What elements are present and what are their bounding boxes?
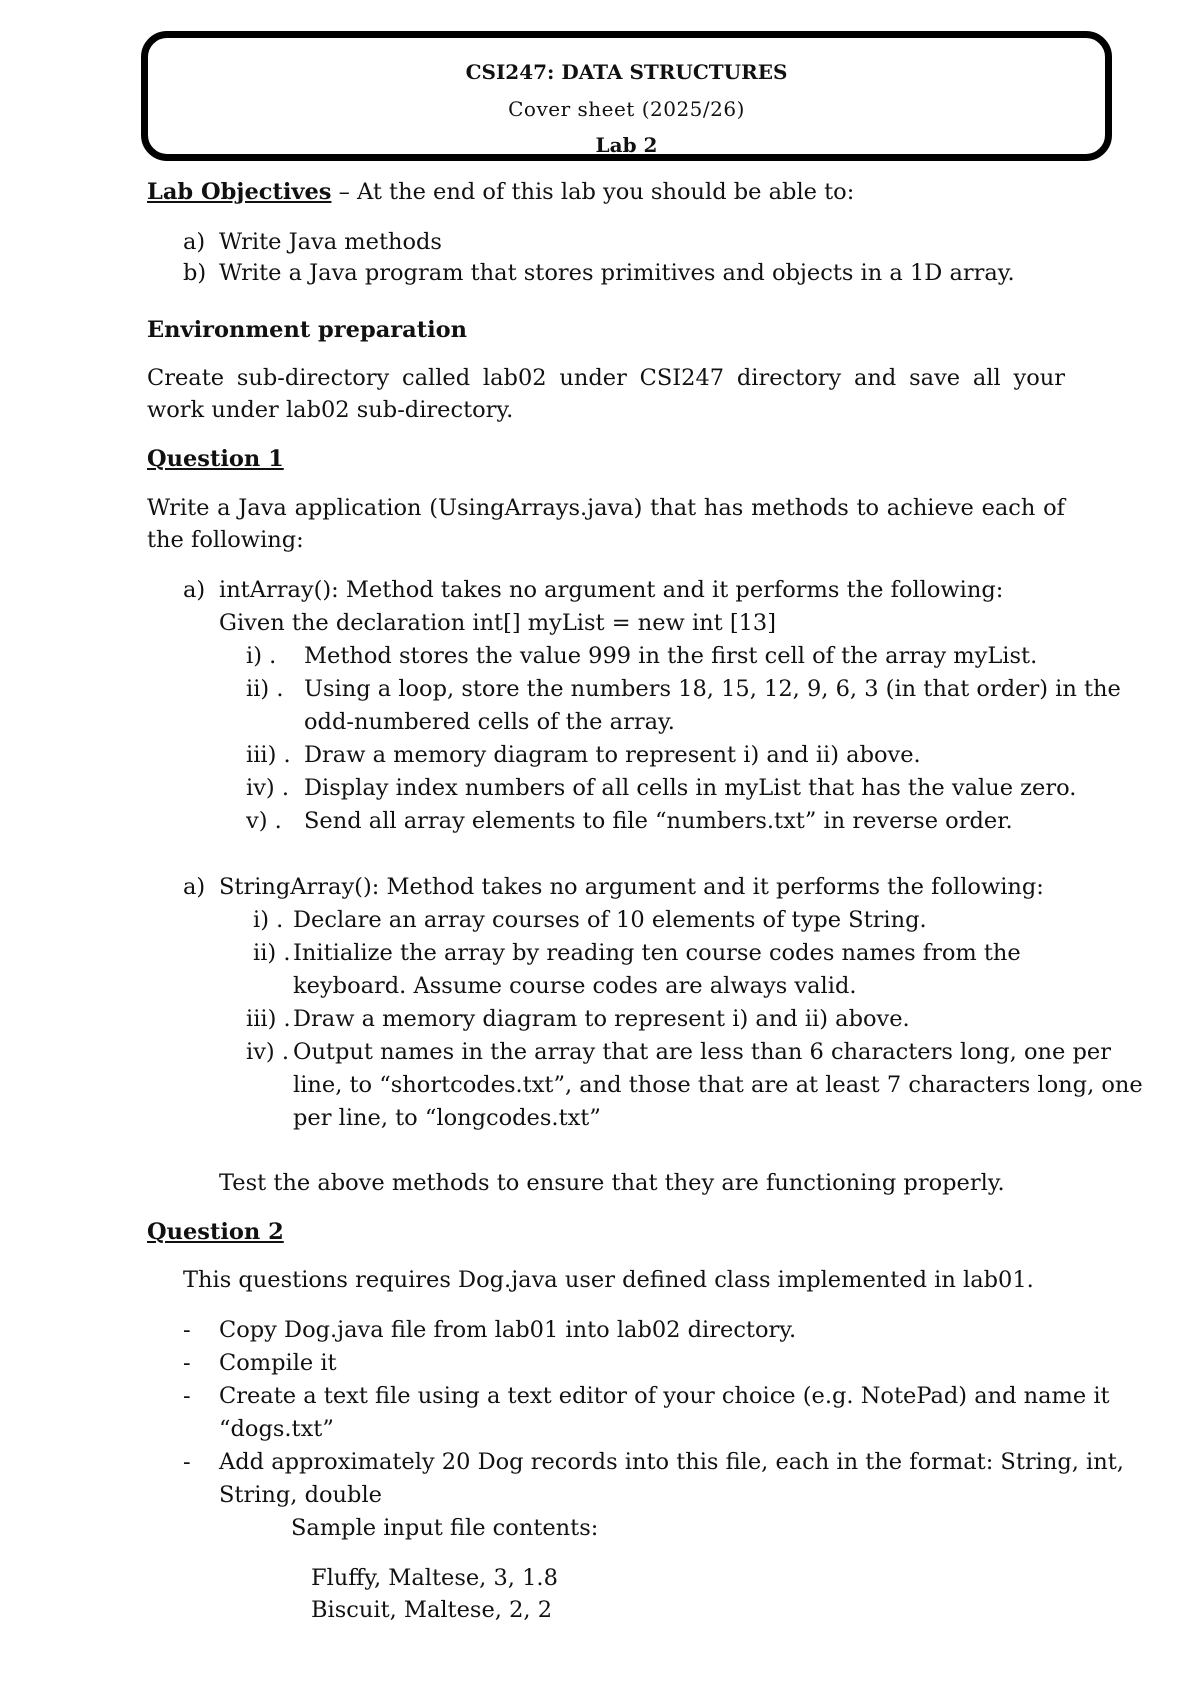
cover-sheet-label: Cover sheet (2025/26) xyxy=(508,97,745,121)
objectives-line xyxy=(147,176,854,208)
question2-heading: Question 2 xyxy=(147,1219,284,1245)
part-a-title: intArray(): Method takes no argument and it performs the following: xyxy=(219,577,1004,603)
part-a-given: Given the declaration int[] myList = new int [13] xyxy=(219,610,777,636)
sub-item-marker: i) . xyxy=(246,643,277,669)
objective-marker: a) xyxy=(183,229,206,255)
sub-item-marker: iv) . xyxy=(246,1039,289,1065)
objective-marker: b) xyxy=(183,260,207,286)
sub-item-marker: iii) . xyxy=(246,742,291,768)
sub-item-marker: ii) . xyxy=(246,676,284,702)
sub-item-text: Using a loop, store the numbers 18, 15, 12, 9, 6, 3 (in that order) in the xyxy=(304,676,1121,702)
bullet-dash: - xyxy=(183,1383,191,1409)
sub-item-continuation: odd-numbered cells of the array. xyxy=(304,709,675,735)
question1-heading: Question 1 xyxy=(147,446,284,472)
part-marker: a) xyxy=(183,874,206,900)
cover-header-box xyxy=(141,31,1112,161)
lab-number: Lab 2 xyxy=(595,133,658,157)
sub-item-continuation: keyboard. Assume course codes are always valid. xyxy=(293,973,857,999)
bullet-item: Compile it xyxy=(219,1350,337,1376)
objective-item: Write a Java program that stores primitives and objects in a 1D array. xyxy=(219,260,1015,286)
environment-text: Create sub-directory called lab02 under CSI247 directory and save all your work under lab02 sub-directory. xyxy=(147,365,1065,423)
objectives-heading: Lab Objectives xyxy=(147,179,332,205)
environment-heading: Environment preparation xyxy=(147,317,468,343)
sub-item-marker: iii) . xyxy=(246,1006,291,1032)
sub-item-text: Send all array elements to file “numbers.txt” in reverse order. xyxy=(304,808,1013,834)
sub-item-continuation: per line, to “longcodes.txt” xyxy=(293,1105,601,1131)
part-marker: a) xyxy=(183,577,206,603)
question1-intro: Write a Java application (UsingArrays.java) that has methods to achieve each of the following: xyxy=(147,495,1065,553)
bullet-dash: - xyxy=(183,1317,191,1343)
sub-item-text: Draw a memory diagram to represent i) and ii) above. xyxy=(304,742,921,768)
sub-item-continuation: line, to “shortcodes.txt”, and those that are at least 7 characters long, one xyxy=(293,1072,1143,1098)
bullet-item: Create a text file using a text editor of your choice (e.g. NotePad) and name it xyxy=(219,1383,1110,1409)
sub-item-marker: iv) . xyxy=(246,775,289,801)
sub-item-text: Display index numbers of all cells in myList that has the value zero. xyxy=(304,775,1077,801)
sub-item-text: Initialize the array by reading ten course codes names from the xyxy=(293,940,1021,966)
bullet-dash: - xyxy=(183,1350,191,1376)
sub-item-marker: v) . xyxy=(246,808,282,834)
sub-item-marker: ii) . xyxy=(253,940,291,966)
sub-item-text: Draw a memory diagram to represent i) and ii) above. xyxy=(293,1006,910,1032)
question2-intro: This questions requires Dog.java user defined class implemented in lab01. xyxy=(183,1267,1034,1293)
bullet-continuation: String, double xyxy=(219,1482,382,1508)
sample-line: Biscuit, Maltese, 2, 2 xyxy=(311,1597,553,1623)
course-title: CSI247: DATA STRUCTURES xyxy=(465,60,788,84)
sub-item-marker: i) . xyxy=(253,907,284,933)
sample-label: Sample input file contents: xyxy=(291,1515,599,1541)
sub-item-text: Output names in the array that are less than 6 characters long, one per xyxy=(293,1039,1111,1065)
sub-item-text: Method stores the value 999 in the first cell of the array myList. xyxy=(304,643,1038,669)
sample-line: Fluffy, Maltese, 3, 1.8 xyxy=(311,1565,558,1591)
bullet-item: Add approximately 20 Dog records into this file, each in the format: String, int, xyxy=(219,1449,1124,1475)
objective-item: Write Java methods xyxy=(219,229,442,255)
objectives-intro: – At the end of this lab you should be able to: xyxy=(331,179,855,205)
bullet-continuation: “dogs.txt” xyxy=(219,1416,334,1442)
sub-item-text: Declare an array courses of 10 elements of type String. xyxy=(293,907,927,933)
part-b-title: StringArray(): Method takes no argument and it performs the following: xyxy=(219,874,1044,900)
bullet-item: Copy Dog.java file from lab01 into lab02 directory. xyxy=(219,1317,797,1343)
test-instruction: Test the above methods to ensure that they are functioning properly. xyxy=(219,1170,1005,1196)
bullet-dash: - xyxy=(183,1449,191,1475)
